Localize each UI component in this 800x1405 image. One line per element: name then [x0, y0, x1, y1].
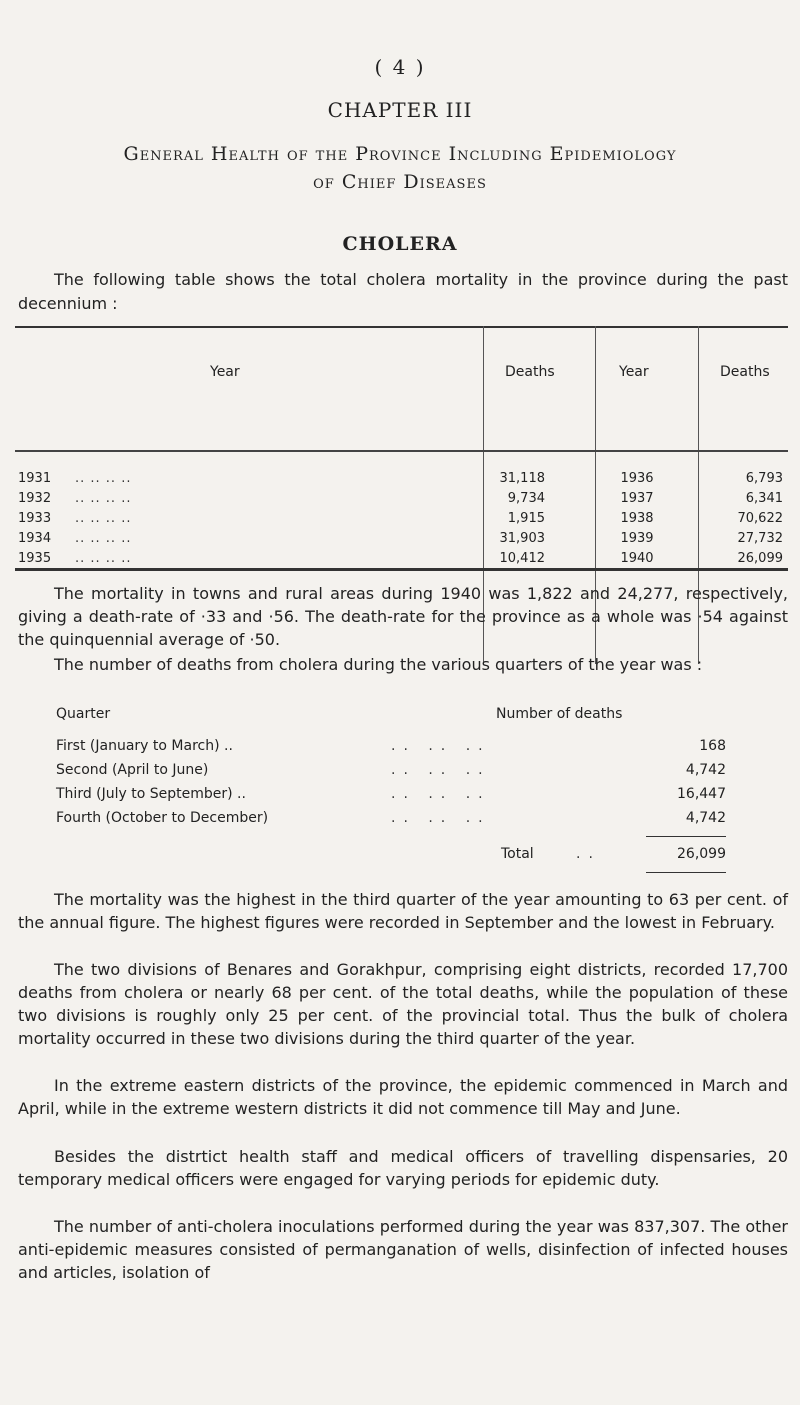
quarter-label: Third (July to September) .. [56, 786, 246, 802]
body-paragraph: The number of anti-cholera inoculations performed during the year was 837,307. The other anti-epidemic measures consisted of permanganation of wells, disinfection of infected houses and articles, isolation of [18, 1217, 788, 1282]
quarter-label: Fourth (October to December) [56, 810, 269, 826]
row-year-2: 1940 [620, 551, 654, 566]
quarters-header-number: Number of deaths [496, 706, 623, 722]
row-deaths: 1,915 [507, 511, 545, 526]
row-deaths-2: 27,732 [737, 531, 783, 546]
total-label: Total [501, 846, 534, 862]
row-deaths-2: 70,622 [737, 511, 783, 526]
total-leader: .. [576, 846, 601, 862]
row-deaths: 31,903 [499, 531, 545, 546]
table-row [56, 738, 766, 758]
body-paragraph: The mortality was the highest in the third quarter of the year amounting to 63 per cent. of the annual figure. The highest figures were recorded in September and the lowest in February. [18, 890, 788, 932]
row-leader: .. .. .. [391, 786, 491, 802]
quarter-deaths: 4,742 [685, 762, 726, 778]
row-year-2: 1938 [620, 511, 654, 526]
row-deaths: 10,412 [499, 551, 545, 566]
quarter-deaths: 4,742 [685, 810, 726, 826]
row-leader: .. .. .. .. [75, 491, 132, 506]
row-deaths: 31,118 [499, 471, 545, 486]
row-leader: .. .. .. .. [75, 531, 132, 546]
row-deaths: 9,734 [507, 491, 545, 506]
row-deaths-2: 6,793 [745, 471, 783, 486]
row-deaths-2: 26,099 [737, 551, 783, 566]
header-year-2: Year [619, 364, 649, 380]
row-leader: .. .. .. .. [75, 471, 132, 486]
row-year-2: 1936 [620, 471, 654, 486]
row-year: 1933 [18, 511, 52, 526]
row-year: 1934 [18, 531, 52, 546]
header-deaths-2: Deaths [720, 364, 770, 380]
table-rule-top [15, 326, 788, 328]
table-row [15, 471, 788, 489]
table-row [15, 531, 788, 549]
chapter-heading: CHAPTER III [327, 98, 473, 122]
row-leader: .. .. .. .. [75, 511, 132, 526]
row-year-2: 1939 [620, 531, 654, 546]
row-year-2: 1937 [620, 491, 654, 506]
intro-paragraph: The following table shows the total cholera mortality in the province during the past decennium : [18, 270, 788, 313]
row-leader: .. .. .. [391, 738, 491, 754]
row-leader: .. .. .. [391, 762, 491, 778]
header-year: Year [210, 364, 240, 380]
page-number: ( 4 ) [374, 55, 426, 79]
total-rule-bottom [646, 872, 726, 873]
table-rule-bottom [15, 568, 788, 571]
total-value: 26,099 [677, 846, 726, 862]
row-deaths-2: 6,341 [745, 491, 783, 506]
mortality-paragraph: The mortality in towns and rural areas during 1940 was 1,822 and 24,277, respectively, giving a death-rate of ·33 and ·56. The death-rate for the province as a whole was ·54 against the quinquennial average of ·50. [18, 584, 788, 649]
header-deaths: Deaths [505, 364, 555, 380]
row-year: 1932 [18, 491, 52, 506]
body-paragraph: The two divisions of Benares and Gorakhpur, comprising eight districts, recorded 17,700 deaths from cholera or nearly 68 per cent. of the total deaths, while the population of these two divisions is roughly only 25 per cent. of the provincial total. Thus the bulk of cholera mortality occurred in these two divisions during the third quarter of the year. [18, 960, 788, 1048]
row-leader: .. .. .. [391, 810, 491, 826]
quarter-deaths: 16,447 [677, 786, 726, 802]
section-heading: CHOLERA [342, 233, 458, 255]
quarters-header-quarter: Quarter [56, 706, 111, 722]
row-year: 1935 [18, 551, 52, 566]
quarters-table [56, 706, 766, 906]
quarter-label: First (January to March) .. [56, 738, 233, 754]
quarter-label: Second (April to June) [56, 762, 209, 778]
table-row [15, 551, 788, 569]
subtitle-line-2: of Chief Diseases [313, 171, 487, 193]
quarter-deaths: 168 [699, 738, 726, 754]
table-row [56, 786, 766, 806]
table-rule-mid [15, 450, 788, 452]
subtitle-line-1: General Health of the Province Including Epidemiology [123, 143, 677, 165]
table-row [56, 762, 766, 782]
table-row [15, 491, 788, 509]
body-paragraph: In the extreme eastern districts of the province, the epidemic commenced in March and April, while in the extreme western districts it did not commence till May and June. [18, 1076, 788, 1118]
row-leader: .. .. .. .. [75, 551, 132, 566]
quarters-intro-paragraph: The number of deaths from cholera during the various quarters of the year was : [54, 655, 703, 674]
total-rule [646, 836, 726, 837]
row-year: 1931 [18, 471, 52, 486]
table-row [56, 810, 766, 830]
total-row [56, 846, 766, 866]
chapter-subtitle [30, 140, 770, 196]
body-paragraph: Besides the distrtict health staff and medical officers of travelling dispensaries, 20 temporary medical officers were engaged for varying periods for epidemic duty. [18, 1147, 788, 1189]
table-row [15, 511, 788, 529]
